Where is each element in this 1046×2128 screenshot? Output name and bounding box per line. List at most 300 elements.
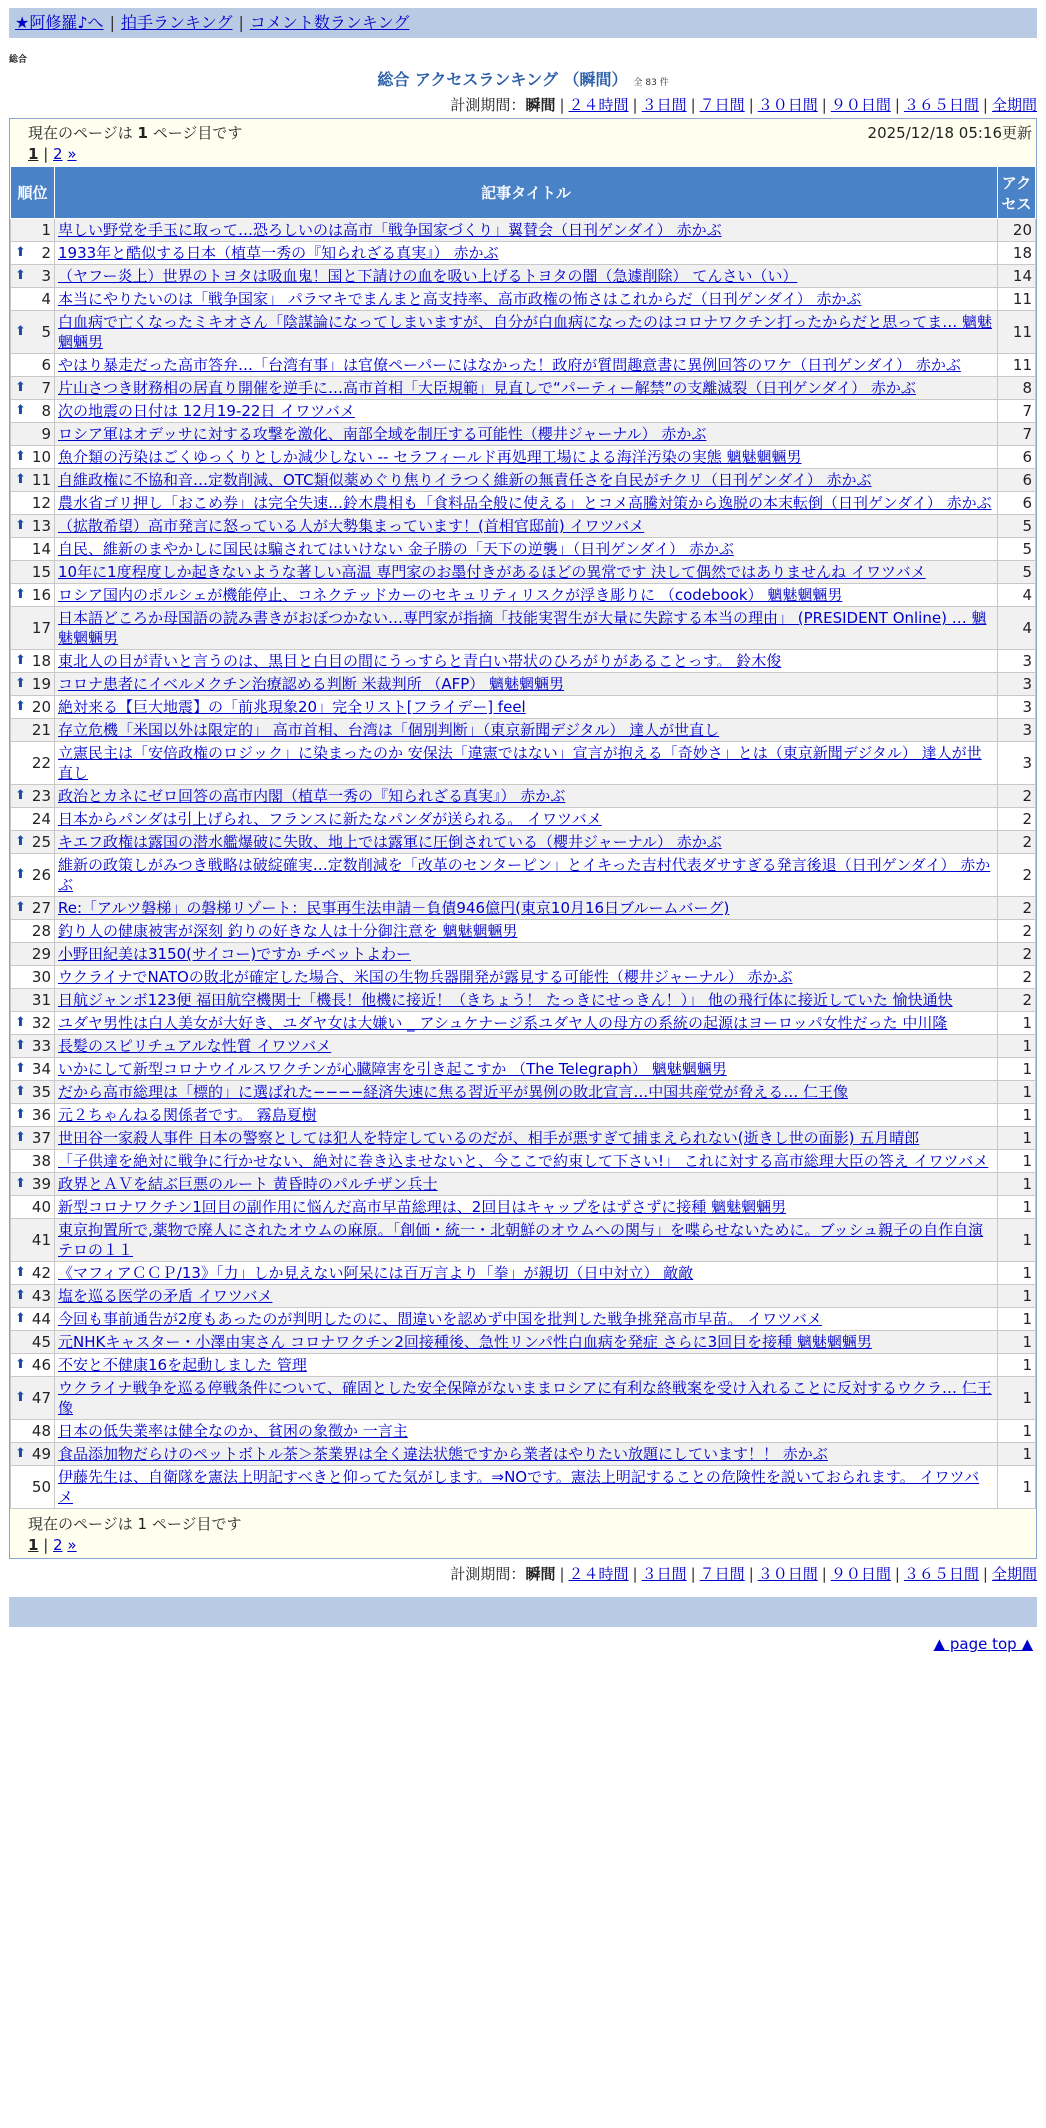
- rank-up-arrow-icon: ⬆: [15, 1265, 26, 1280]
- article-link[interactable]: 自維政権に不協和音…定数削減、OTC類似薬めぐり焦りイラつく維新の無責任さを自民がチクリ（日刊ゲンダイ） 赤かぶ: [58, 471, 872, 489]
- article-link[interactable]: ロシア国内のポルシェが機能停止、コネクテッドカーのセキュリティリスクが浮き彫りに （codebook） 魑魅魍魎男: [58, 586, 843, 604]
- article-link[interactable]: 自民、維新のまやかしに国民は騙されてはいけない 金子勝の「天下の逆襲」（日刊ゲンダイ） 赤かぶ: [58, 540, 734, 558]
- rank-up-arrow-icon: ⬆: [15, 1311, 26, 1326]
- rank-number: 37: [31, 1129, 51, 1147]
- page-info-bottom: [10, 1509, 1036, 1558]
- table-row: [11, 1219, 1036, 1262]
- rank-number: 27: [31, 899, 51, 917]
- access-count: 3: [998, 742, 1036, 785]
- article-link[interactable]: コロナ患者にイベルメクチン治療認める判断 米裁判所 （AFP） 魑魅魍魎男: [58, 675, 565, 693]
- table-row: [11, 831, 1036, 854]
- period-link[interactable]: ２４時間: [568, 96, 629, 114]
- article-link[interactable]: 片山さつき財務相の居直り開催を逆手に…高市首相「大臣規範」見直しで“パーティー解禁”の支離滅裂（日刊ゲンダイ） 赤かぶ: [58, 379, 916, 397]
- pager-page-2[interactable]: 2: [53, 1536, 63, 1554]
- table-row: [11, 607, 1036, 650]
- article-link[interactable]: 東北人の目が青いと言うのは、黒目と白目の間にうっすらと青白い帯状のひろがりがあることっす。 鈴木俊: [58, 652, 782, 670]
- table-row: [11, 538, 1036, 561]
- rank-cell: [11, 719, 55, 742]
- title-cell: [55, 650, 998, 673]
- rank-cell: [11, 920, 55, 943]
- rank-number: 47: [31, 1389, 51, 1407]
- rank-cell: [11, 1377, 55, 1420]
- rank-number: 29: [31, 945, 51, 963]
- access-count: 11: [998, 354, 1036, 377]
- rank-cell: [11, 538, 55, 561]
- article-link[interactable]: 日本からパンダは引上げられ、フランスに新たなパンダが送られる。 イワツバメ: [58, 810, 602, 828]
- top-nav-bar: [9, 8, 1037, 38]
- rank-number: 18: [31, 652, 51, 670]
- access-count: 6: [998, 469, 1036, 492]
- access-count: 11: [998, 288, 1036, 311]
- article-link[interactable]: ユダヤ男性は白人美女が大好き、ユダヤ女は大嫌い _ アシュケナージ系ユダヤ人の母方の系統の起源はヨーロッパ女性だった 中川隆: [58, 1014, 948, 1032]
- table-row: [11, 1443, 1036, 1466]
- table-row: [11, 1150, 1036, 1173]
- rank-cell: [11, 1035, 55, 1058]
- rank-up-arrow-icon: ⬆: [15, 1446, 26, 1461]
- rank-up-arrow-icon: ⬆: [15, 1084, 26, 1099]
- rank-cell: [11, 785, 55, 808]
- period-separator: |: [632, 1565, 638, 1583]
- rank-up-arrow-icon: ⬆: [15, 1015, 26, 1030]
- rank-number: 3: [41, 267, 51, 285]
- title-cell: [55, 943, 998, 966]
- article-link[interactable]: 絶対来る【巨大地震】の「前兆現象20」完全リスト[フライデー] feel: [58, 698, 526, 716]
- rank-up-arrow-icon: ⬆: [15, 1038, 26, 1053]
- rank-number: 23: [31, 787, 51, 805]
- page-info-prefix: 現在のページは: [28, 124, 133, 142]
- rank-cell: [11, 584, 55, 607]
- table-row: [11, 966, 1036, 989]
- rank-up-arrow-icon: ⬆: [15, 1061, 26, 1076]
- rank-up-arrow-icon: ⬆: [15, 380, 26, 395]
- rank-up-arrow-icon: ⬆: [15, 867, 26, 882]
- rank-up-arrow-icon: ⬆: [15, 1130, 26, 1145]
- rank-number: 8: [41, 402, 51, 420]
- pager-next[interactable]: »: [67, 145, 77, 163]
- period-separator: |: [690, 96, 696, 114]
- rank-number: 40: [31, 1198, 51, 1216]
- rank-up-arrow-icon: ⬆: [15, 268, 26, 283]
- title-cell: [55, 1058, 998, 1081]
- period-link[interactable]: ２４時間: [568, 1565, 629, 1583]
- table-row: [11, 920, 1036, 943]
- rank-number: 34: [31, 1060, 51, 1078]
- access-count: 2: [998, 808, 1036, 831]
- rank-cell: [11, 242, 55, 265]
- page-info-suffix: ページ目です: [151, 1515, 242, 1533]
- article-link[interactable]: 日本語どころか母国語の読み書きがおぼつかない…専門家が指摘「技能実習生が大量に失踪する本当の理由」 (PRESIDENT Online) … 魑魅魍魎男: [58, 609, 987, 647]
- rank-cell: [11, 311, 55, 354]
- article-link[interactable]: 政界とＡＶを結ぶ巨悪のルート 黄昏時のパルチザン兵士: [58, 1175, 438, 1193]
- article-link[interactable]: 白血病で亡くなったミキオさん「陰謀論になってしまいますが、自分が白血病になったのはコロナワクチン打ったからだと思ってま… 魑魅魍魎男: [58, 313, 993, 351]
- rank-cell: [11, 377, 55, 400]
- table-row: [11, 377, 1036, 400]
- rank-up-arrow-icon: ⬆: [15, 403, 26, 418]
- rank-cell: [11, 1331, 55, 1354]
- period-separator: |: [821, 96, 827, 114]
- title-cell: [55, 469, 998, 492]
- rank-cell: [11, 966, 55, 989]
- title-cell: [55, 288, 998, 311]
- title-cell: [55, 1104, 998, 1127]
- rank-cell: [11, 831, 55, 854]
- rank-up-arrow-icon: ⬆: [15, 676, 26, 691]
- access-count: 2: [998, 989, 1036, 1012]
- rank-number: 14: [31, 540, 51, 558]
- article-link[interactable]: （ヤフー炎上）世界のトヨタは吸血鬼！国と下請けの血を吸い上げるトヨタの闇（急遽削除） てんさい（い）: [58, 267, 798, 285]
- period-label: 計測期間：: [450, 1565, 526, 1583]
- rank-number: 35: [31, 1083, 51, 1101]
- title-cell: [55, 1219, 998, 1262]
- period-link[interactable]: ９０日間: [830, 96, 891, 114]
- access-count: 3: [998, 650, 1036, 673]
- table-row: [11, 311, 1036, 354]
- rank-cell: [11, 219, 55, 242]
- table-row: [11, 650, 1036, 673]
- access-count: 2: [998, 920, 1036, 943]
- article-link[interactable]: 政治とカネにゼロ回答の高市内閣（植草一秀の『知られざる真実』） 赤かぶ: [58, 787, 566, 805]
- article-link[interactable]: 世田谷一家殺人事件 日本の警察としては犯人を特定しているのだが、相手が悪すぎて捕まえられない(逝きし世の面影) 五月晴郎: [58, 1129, 920, 1147]
- article-link[interactable]: 存立危機「米国以外は限定的」 高市首相、台湾は「個別判断」（東京新聞デジタル） 達人が世直し: [58, 721, 720, 739]
- table-row: [11, 584, 1036, 607]
- title-cell: [55, 1443, 998, 1466]
- table-row: [11, 1104, 1036, 1127]
- nav-separator: |: [238, 13, 244, 32]
- table-row: [11, 1058, 1036, 1081]
- rank-up-arrow-icon: ⬆: [15, 245, 26, 260]
- article-link[interactable]: やはり暴走だった高市答弁…「台湾有事」は官僚ペーパーにはなかった！政府が質問趣意書に異例回答のワケ（日刊ゲンダイ） 赤かぶ: [58, 356, 961, 374]
- table-row: [11, 1262, 1036, 1285]
- article-link[interactable]: 次の地震の日付は 12月19-22日 イワツバメ: [58, 402, 355, 420]
- article-link[interactable]: 元NHKキャスター・小澤由実さん コロナワクチン2回接種後、急性リンパ性白血病を発症 さらに3回目を接種 魑魅魍魎男: [58, 1333, 872, 1351]
- access-count: 11: [998, 311, 1036, 354]
- access-count: 1: [998, 1196, 1036, 1219]
- title-cell: [55, 1420, 998, 1443]
- title-cell: [55, 989, 998, 1012]
- title-cell: [55, 354, 998, 377]
- rank-number: 45: [31, 1333, 51, 1351]
- period-link[interactable]: 全期間: [991, 96, 1037, 114]
- comment-ranking-link[interactable]: コメント数ランキング: [249, 13, 410, 32]
- article-link[interactable]: いかにして新型コロナウイルスワクチンが心臓障害を引き起こすか （The Telegraph） 魑魅魍魎男: [58, 1060, 727, 1078]
- nav-separator: |: [109, 13, 115, 32]
- article-link[interactable]: Re:「アルツ磐梯」の磐梯リゾート：民事再生法申請－負債946億円(東京10月16日ブルームバーグ): [58, 899, 730, 917]
- period-link[interactable]: 全期間: [991, 1565, 1037, 1583]
- page-number: 1: [137, 1515, 148, 1533]
- period-link[interactable]: ３６５日間: [903, 96, 979, 114]
- rank-cell: [11, 1308, 55, 1331]
- title-cell: [55, 742, 998, 785]
- article-link[interactable]: 日航ジャンボ123便 福田航空機関士「機長！他機に接近！（きちょう！ たっきにせっきん！）」 他の飛行体に接近していた 愉快通快: [58, 991, 953, 1009]
- rank-up-arrow-icon: ⬆: [15, 653, 26, 668]
- page-info-suffix: ページ目です: [152, 124, 243, 142]
- title-cell: [55, 854, 998, 897]
- title-cell: [55, 1173, 998, 1196]
- table-row: [11, 492, 1036, 515]
- access-count: 18: [998, 242, 1036, 265]
- article-link[interactable]: ウクライナ戦争を巡る停戦条件について、確固とした安全保障がないままロシアに有利な終戦案を受け入れることに反対するウクラ… 仁王像: [58, 1379, 992, 1417]
- table-row: [11, 469, 1036, 492]
- rank-cell: [11, 354, 55, 377]
- ranking-title: [9, 67, 1037, 90]
- access-count: 4: [998, 607, 1036, 650]
- period-link[interactable]: ３日間: [641, 96, 687, 114]
- period-link[interactable]: ９０日間: [830, 1565, 891, 1583]
- page-info-prefix: 現在のページは: [28, 1515, 133, 1533]
- title-cell: [55, 897, 998, 920]
- rank-number: 48: [31, 1422, 51, 1440]
- rank-cell: [11, 1127, 55, 1150]
- header-access: アクセス: [998, 167, 1036, 219]
- rank-cell: [11, 943, 55, 966]
- article-link[interactable]: キエフ政権は露国の潜水艦爆破に失敗、地上では露軍に圧倒されている（櫻井ジャーナル） 赤かぶ: [58, 833, 722, 851]
- rank-cell: [11, 1354, 55, 1377]
- table-row: [11, 288, 1036, 311]
- article-link[interactable]: 《マフィアＣＣＰ/13》「力」しか見えない阿呆には百万言より「拳」が親切（日中対立） 敵敵: [58, 1264, 694, 1282]
- rank-up-arrow-icon: ⬆: [15, 788, 26, 803]
- rank-up-arrow-icon: ⬆: [15, 834, 26, 849]
- access-count: 1: [998, 1443, 1036, 1466]
- title-cell: [55, 1150, 998, 1173]
- table-row: [11, 742, 1036, 785]
- access-count: 1: [998, 1354, 1036, 1377]
- table-row: [11, 1081, 1036, 1104]
- article-link[interactable]: 魚介類の汚染はごくゆっくりとしか減少しない -- セラフィールド再処理工場による海洋汚染の実態 魑魅魍魎男: [58, 448, 802, 466]
- applause-ranking-link[interactable]: 拍手ランキング: [120, 13, 233, 32]
- period-link[interactable]: ７日間: [699, 96, 745, 114]
- article-link[interactable]: 不安と不健康16を起動しました 管理: [58, 1356, 307, 1374]
- rank-number: 30: [31, 968, 51, 986]
- page-top-link[interactable]: ▲ page top ▲: [933, 1635, 1033, 1653]
- period-separator: |: [690, 1565, 696, 1583]
- table-row: [11, 1012, 1036, 1035]
- table-row: [11, 1466, 1036, 1509]
- table-row: [11, 1196, 1036, 1219]
- rank-number: 15: [31, 563, 51, 581]
- table-row: [11, 808, 1036, 831]
- rank-number: 33: [31, 1037, 51, 1055]
- title-cell: [55, 584, 998, 607]
- article-link[interactable]: 卑しい野党を手玉に取って…恐ろしいのは高市「戦争国家づくり」翼賛会（日刊ゲンダイ） 赤かぶ: [58, 221, 722, 239]
- rank-cell: [11, 1150, 55, 1173]
- pager-top: 1 | 2 »: [28, 145, 77, 163]
- period-link[interactable]: ３６５日間: [903, 1565, 979, 1583]
- period-selector-top: [9, 94, 1037, 116]
- table-row: [11, 515, 1036, 538]
- period-separator: |: [982, 1565, 988, 1583]
- table-row: [11, 242, 1036, 265]
- access-count: 1: [998, 1035, 1036, 1058]
- access-count: 4: [998, 584, 1036, 607]
- rank-number: 17: [31, 619, 51, 637]
- title-cell: [55, 1466, 998, 1509]
- article-link[interactable]: 農水省ゴリ押し「おこめ券」は完全失速…鈴木農相も「食料品全般に使える」とコメ高騰対策から逸脱の本末転倒（日刊ゲンダイ） 赤かぶ: [58, 494, 992, 512]
- period-separator: |: [748, 1565, 754, 1583]
- title-cell: [55, 311, 998, 354]
- table-row: [11, 1308, 1036, 1331]
- rank-number: 20: [31, 698, 51, 716]
- table-row: [11, 1285, 1036, 1308]
- table-row: [11, 1377, 1036, 1420]
- ranking-container: [9, 118, 1037, 1559]
- article-link[interactable]: 塩を巡る医学の矛盾 イワツバメ: [58, 1287, 273, 1305]
- article-link[interactable]: 「子供達を絶対に戦争に行かせない、絶対に巻き込ませないと、今ここで約束して下さい!」 これに対する高市総理大臣の答え イワツバメ: [58, 1152, 989, 1170]
- article-link[interactable]: 1933年と酷似する日本（植草一秀の『知られざる真実』） 赤かぶ: [58, 244, 499, 262]
- title-cell: [55, 265, 998, 288]
- access-count: 8: [998, 377, 1036, 400]
- period-selector-bottom: [9, 1563, 1037, 1585]
- rank-number: 26: [31, 866, 51, 884]
- period-label: 計測期間：: [450, 96, 526, 114]
- rank-number: 49: [31, 1445, 51, 1463]
- access-count: 2: [998, 785, 1036, 808]
- rank-number: 38: [31, 1152, 51, 1170]
- rank-number: 10: [31, 448, 51, 466]
- article-link[interactable]: （拡散希望）高市発言に怒っている人が大勢集まっています！(首相官邸前) イワツバメ: [58, 517, 645, 535]
- article-link[interactable]: だから高市総理は「標的」に選ばれた−−−−経済失速に焦る習近平が異例の敗北宣言…中国共産党が脅える… 仁王像: [58, 1083, 849, 1101]
- period-current: 瞬間: [525, 96, 556, 114]
- access-count: 2: [998, 897, 1036, 920]
- article-link[interactable]: 日本の低失業率は健全なのか、貧困の象徴か 一言主: [58, 1422, 408, 1440]
- title-cell: [55, 446, 998, 469]
- period-separator: |: [821, 1565, 827, 1583]
- title-cell: [55, 1196, 998, 1219]
- article-link[interactable]: 元２ちゃんねる関係者です。 霧島夏樹: [58, 1106, 317, 1124]
- article-link[interactable]: 立憲民主は「安倍政権のロジック」に染まったのか 安保法「違憲ではない」宣言が抱える「奇妙さ」とは（東京新聞デジタル） 達人が世直し: [58, 744, 982, 782]
- table-row: [11, 897, 1036, 920]
- footer-bar: [9, 1597, 1037, 1627]
- rank-cell: [11, 696, 55, 719]
- page-info-top: [10, 119, 1036, 166]
- table-row: [11, 400, 1036, 423]
- pager-next[interactable]: »: [67, 1536, 77, 1554]
- period-link[interactable]: ３日間: [641, 1565, 687, 1583]
- access-count: 20: [998, 219, 1036, 242]
- article-link[interactable]: ウクライナでNATOの敗北が確定した場合、米国の生物兵器開発が露見する可能性（櫻井ジャーナル） 赤かぶ: [58, 968, 793, 986]
- updated-timestamp: 2025/12/18 05:16更新: [867, 124, 1032, 142]
- access-count: 1: [998, 1150, 1036, 1173]
- rank-cell: [11, 742, 55, 785]
- period-separator: |: [748, 96, 754, 114]
- rank-cell: [11, 1081, 55, 1104]
- page-number: 1: [137, 124, 148, 142]
- rank-number: 44: [31, 1310, 51, 1328]
- category-label: 総合: [9, 55, 28, 65]
- rank-cell: [11, 265, 55, 288]
- rank-cell: [11, 808, 55, 831]
- access-count: 1: [998, 1377, 1036, 1420]
- title-cell: [55, 808, 998, 831]
- title-cell: [55, 1377, 998, 1420]
- table-row: [11, 265, 1036, 288]
- title-cell: [55, 1354, 998, 1377]
- rank-up-arrow-icon: ⬆: [15, 518, 26, 533]
- pager-bottom: 1 | 2 »: [28, 1536, 77, 1554]
- access-count: 1: [998, 1331, 1036, 1354]
- access-count: 2: [998, 854, 1036, 897]
- rank-cell: [11, 1104, 55, 1127]
- period-link[interactable]: ７日間: [699, 1565, 745, 1583]
- pager-current: 1: [28, 145, 39, 163]
- title-cell: [55, 515, 998, 538]
- period-link[interactable]: ３０日間: [757, 96, 818, 114]
- rank-number: 7: [41, 379, 51, 397]
- rank-up-arrow-icon: ⬆: [15, 1288, 26, 1303]
- table-row: [11, 854, 1036, 897]
- article-link[interactable]: 本当にやりたいのは「戦争国家」 パラマキでまんまと高支持率、高市政権の怖さはこれからだ（日刊ゲンダイ） 赤かぶ: [58, 290, 862, 308]
- rank-cell: [11, 650, 55, 673]
- rank-number: 16: [31, 586, 51, 604]
- pager-current: 1: [28, 1536, 39, 1554]
- article-link[interactable]: 小野田紀美は3150(サイコー)ですか チベットよわー: [58, 945, 411, 963]
- rank-cell: [11, 1196, 55, 1219]
- period-separator: |: [894, 1565, 900, 1583]
- rank-number: 13: [31, 517, 51, 535]
- article-link[interactable]: 釣り人の健康被害が深刻 釣りの好きな人は十分御注意を 魑魅魍魎男: [58, 922, 518, 940]
- table-row: [11, 1354, 1036, 1377]
- article-link[interactable]: 食品添加物だらけのペットボトル茶＞茶業界は全く違法状態ですから業者はやりたい放題にしています！！ 赤かぶ: [58, 1445, 828, 1463]
- title-cell: [55, 242, 998, 265]
- title-cell: [55, 719, 998, 742]
- access-count: 2: [998, 966, 1036, 989]
- rank-number: 9: [41, 425, 51, 443]
- rank-cell: [11, 854, 55, 897]
- rank-cell: [11, 492, 55, 515]
- title-cell: [55, 1331, 998, 1354]
- title-cell: [55, 377, 998, 400]
- title-cell: [55, 831, 998, 854]
- table-row: [11, 354, 1036, 377]
- title-cell: [55, 1308, 998, 1331]
- rank-cell: [11, 1058, 55, 1081]
- rank-cell: [11, 673, 55, 696]
- table-header-row: [11, 167, 1036, 219]
- rank-number: 11: [31, 471, 51, 489]
- table-row: [11, 989, 1036, 1012]
- rank-cell: [11, 1012, 55, 1035]
- rank-up-arrow-icon: ⬆: [15, 449, 26, 464]
- rank-number: 24: [31, 810, 51, 828]
- rank-cell: [11, 515, 55, 538]
- title-cell: [55, 696, 998, 719]
- article-link[interactable]: ロシア軍はオデッサに対する攻撃を激化、南部全域を制圧する可能性（櫻井ジャーナル） 赤かぶ: [58, 425, 707, 443]
- title-cell: [55, 673, 998, 696]
- table-row: [11, 785, 1036, 808]
- period-current: 瞬間: [525, 1565, 556, 1583]
- rank-number: 50: [31, 1478, 51, 1496]
- table-row: [11, 673, 1036, 696]
- rank-up-arrow-icon: ⬆: [15, 472, 26, 487]
- rank-cell: [11, 1262, 55, 1285]
- table-row: [11, 561, 1036, 584]
- home-link[interactable]: ★阿修羅♪へ: [15, 13, 104, 32]
- access-count: 1: [998, 1466, 1036, 1509]
- ranking-title-text: 総合 アクセスランキング （瞬間）: [377, 70, 628, 89]
- article-link[interactable]: 新型コロナワクチン1回目の副作用に悩んだ高市早苗総理は、2回目はキャップをはずさずに接種 魑魅魍魎男: [58, 1198, 787, 1216]
- article-link[interactable]: 維新の政策しがみつき戦略は破綻確実…定数削減を「改革のセンターピン」とイキった吉村代表ダサすぎる発言後退（日刊ゲンダイ） 赤かぶ: [58, 856, 991, 894]
- article-link[interactable]: 伊藤先生は、自衛隊を憲法上明記すべきと仰ってた気がします。⇒NOです。憲法上明記することの危険性を説いておられます。 イワツバメ: [58, 1468, 980, 1506]
- article-link[interactable]: 長髪のスピリチュアルな性質 イワツバメ: [58, 1037, 332, 1055]
- period-link[interactable]: ３０日間: [757, 1565, 818, 1583]
- pager-page-2[interactable]: 2: [53, 145, 63, 163]
- article-link[interactable]: 東京拘置所で,薬物で廃人にされたオウムの麻原。「創価・統一・北朝鮮のオウムへの関与」を喋らせないために。ブッシュ親子の自作自演テロの１１: [58, 1221, 984, 1259]
- period-separator: |: [894, 96, 900, 114]
- rank-up-arrow-icon: ⬆: [15, 1176, 26, 1191]
- article-link[interactable]: 今回も事前通告が2度もあったのが判明したのに、間違いを認めず中国を批判した戦争挑発高市早苗。 イワツバメ: [58, 1310, 822, 1328]
- header-rank: 順位: [11, 167, 55, 219]
- rank-number: 21: [31, 721, 51, 739]
- article-link[interactable]: 10年に1度程度しか起きないような著しい高温 専門家のお墨付きがあるほどの異常です 決して偶然ではありませんね イワツバメ: [58, 563, 926, 581]
